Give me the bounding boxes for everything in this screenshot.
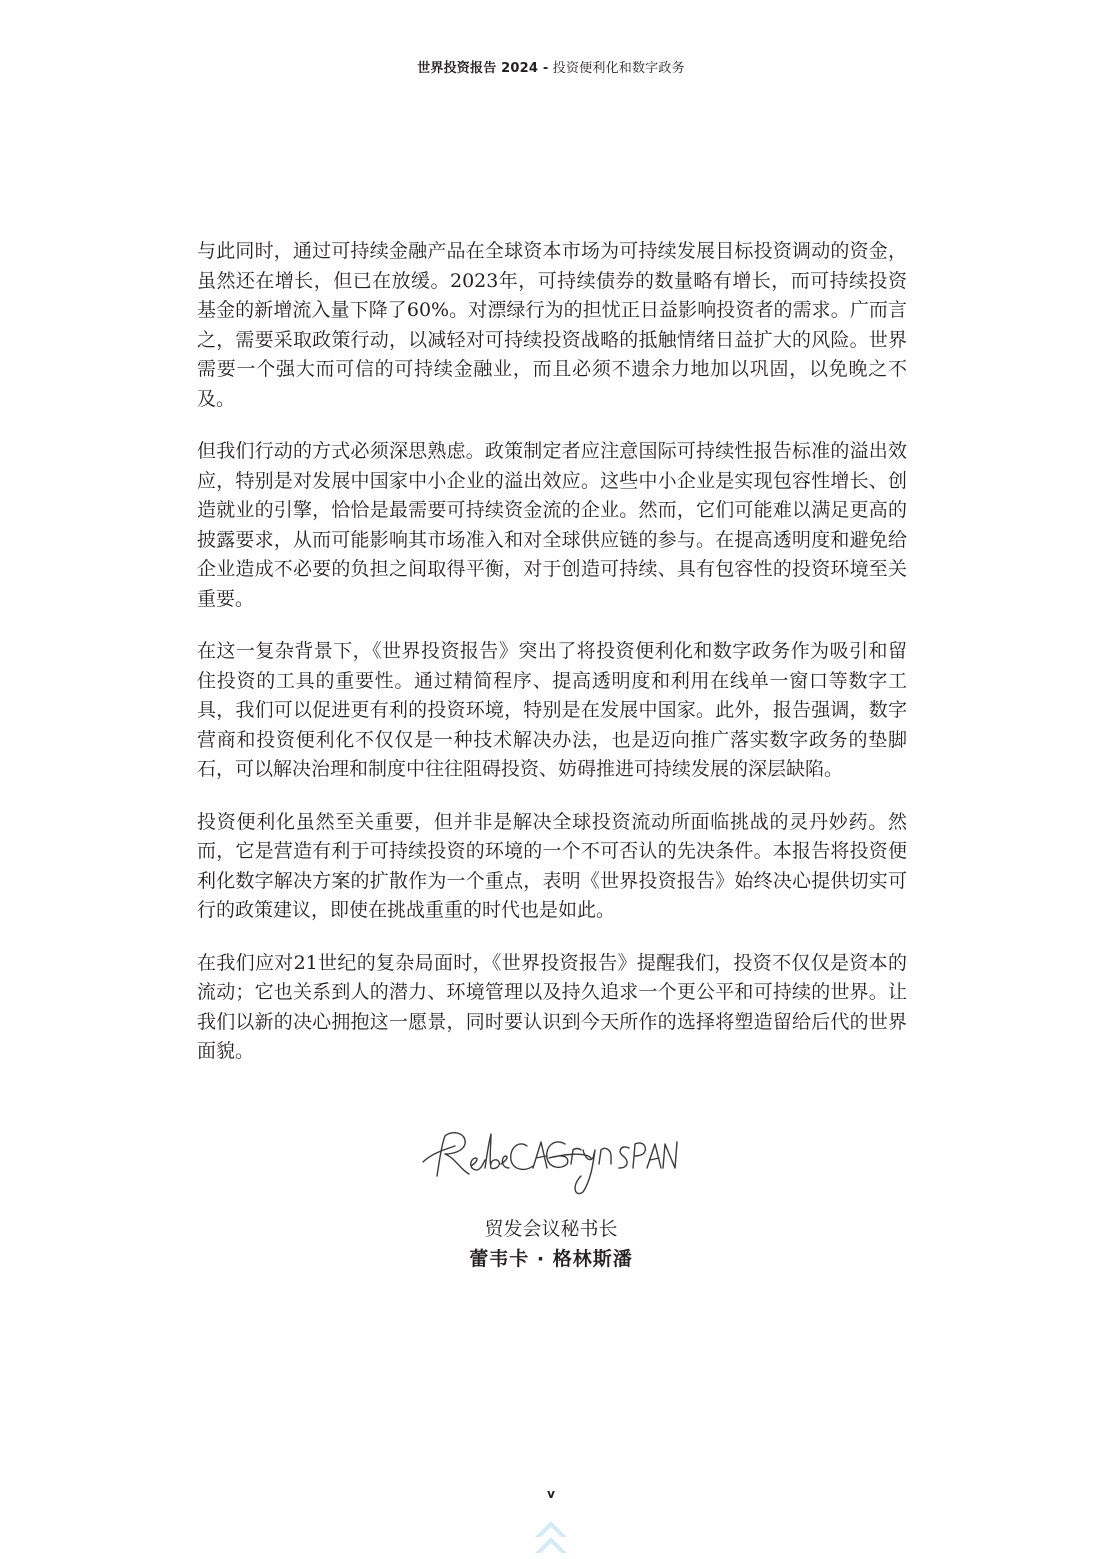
header-title: 世界投资报告 2024 -: [417, 61, 549, 76]
paragraph-5: 在我们应对21世纪的复杂局面时，《世界投资报告》提醒我们，投资不仅仅是资本的流动；它也关系到人的潜力、环境管理以及持久追求一个更公平和可持续的世界。让我们以新的决心拥抱这一愿景，同时要认识到今天所作的选择将塑造留给后代的世界面貌。: [197, 951, 907, 1062]
paragraph-4: 投资便利化虽然至关重要，但并非是解决全球投资流动所面临挑战的灵丹妙药。然而，它是营造有利于可持续投资的环境的一个不可否认的先决条件。本报告将投资便利化数字解决方案的扩散作为一个重点，表明《世界投资报告》始终决心提供切实可行的政策建议，即使在挑战重重的时代也是如此。: [197, 810, 907, 921]
page-number: v: [547, 1487, 555, 1501]
paragraph-3: 在这一复杂背景下，《世界投资报告》突出了将投资便利化和数字政务作为吸引和留住投资的工具的重要性。通过精简程序、提高透明度和利用在线单一窗口等数字工具，我们可以促进更有利的投资环境，特别是在发展中国家。此外，报告强调，数字营商和投资便利化不仅仅是一种技术解决办法，也是迈向推广落实数字政务的垫脚石，可以解决治理和制度中往往阻碍投资、妨碍推进可持续发展的深层缺陷。: [197, 640, 907, 780]
paragraph-2: 但我们行动的方式必须深思熟虑。政策制定者应注意国际可持续性报告标准的溢出效应，特别是对发展中国家中小企业的溢出效应。这些中小企业是实现包容性增长、创造就业的引擎，恰恰是最需要可持续资金流的企业。然而，它们可能难以满足更高的披露要求，从而可能影响其市场准入和对全球供应链的参与。在提高透明度和避免给企业造成不必要的负担之间取得平衡，对于创造可持续、具有包容性的投资环境至关重要。: [197, 440, 907, 610]
signer-title: 贸发会议秘书长: [484, 1218, 618, 1240]
body-text: [197, 237, 907, 1090]
signer-block: [0, 1214, 1102, 1274]
double-chevron-up-icon: [531, 1515, 571, 1559]
header-subtitle: 投资便利化和数字政务: [552, 61, 685, 76]
handwritten-signature: [415, 1124, 680, 1199]
signer-name: 蕾韦卡 · 格林斯潘: [469, 1248, 633, 1270]
paragraph-1: 与此同时，通过可持续金融产品在全球资本市场为可持续发展目标投资调动的资金，虽然还在增长，但已在放缓。2023年，可持续债券的数量略有增长，而可持续投资基金的新增流入量下降了60%。对漂绿行为的担忧正日益影响投资者的需求。广而言之，需要采取政策行动，以减轻对可持续投资战略的抵触情绪日益扩大的风险。世界需要一个强大而可信的可持续金融业，而且必须不遗余力地加以巩固，以免晚之不及。: [197, 240, 907, 410]
running-header: [0, 59, 1102, 79]
